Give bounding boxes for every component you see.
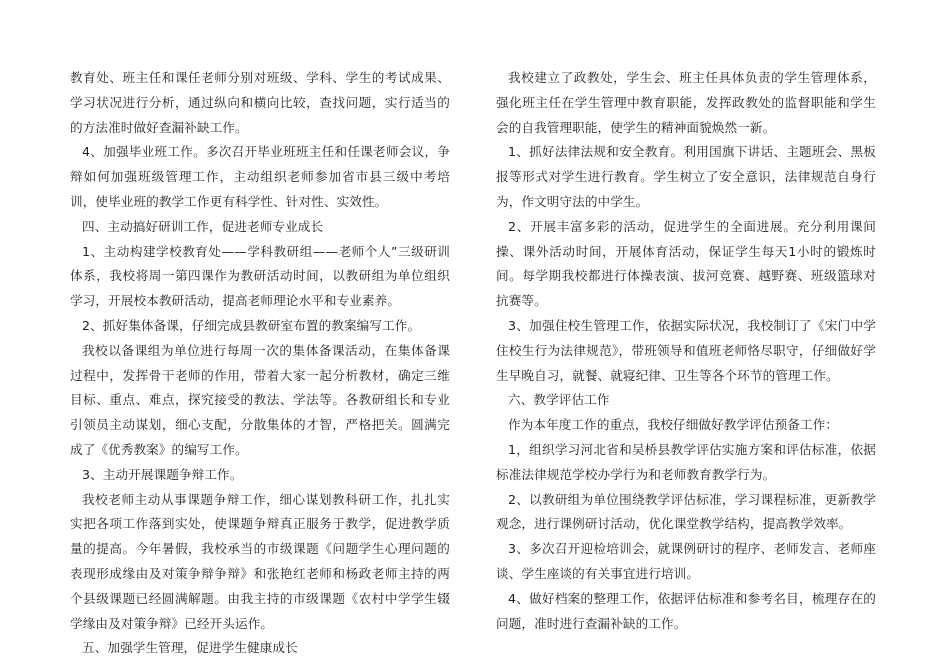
paragraph: 2、开展丰富多彩的活动，促进学生的全面进展。充分利用课间操、课外活动时间，开展体育活动，保证学生每天1小时的锻炼时间。每学期我校都进行体操表演、拔河竞赛、越野赛、班级篮球对抗赛等。 — [496, 218, 876, 309]
paragraph: 3、主动开展课题争辩工作。 — [82, 466, 243, 482]
section-heading: 六、教学评估工作 — [508, 392, 610, 408]
paragraph: 3、加强住校生管理工作，依据实际状况，我校制订了《宋门中学住校生行为法律规范》，带班领导和值班老师恪尽职守，仔细做好学生早晚自习，就餐、就寝纪律、卫生等各个环节的管理工作。 — [496, 317, 876, 383]
left-column — [70, 66, 450, 661]
paragraph: 1、抓好法律法规和安全教育。利用国旗下讲话、主题班会、黑板报等形式对学生进行教育。学生树立了安全意识，法律规范自身行为，作文明守法的中学生。 — [496, 144, 876, 209]
paragraph: 2、抓好集体备课，仔细完成县教研室布置的教案编写工作。 — [82, 317, 421, 333]
paragraph: 2、以教研组为单位围绕教学评估标准，学习课程标准，更新教学观念，进行课例研讨活动，优化课堂教学结构，提高教学效率。 — [496, 491, 876, 532]
paragraph: 我校以备课组为单位进行每周一次的集体备课活动，在集体备课过程中，发挥骨干老师的作用，带着大家一起分析教材，确定三维目标、重点、难点，探究接受的教法、学法等。各教研组长和专业引领员主动谋划，细心支配，分散集体的才智，严格把关。圆满完成了《优秀教案》的编写工作。 — [70, 342, 450, 457]
paragraph: 1，组织学习河北省和吴桥县教学评估实施方案和评估标准，依据标准法律规范学校办学行为和老师教育教学行为。 — [496, 441, 876, 482]
paragraph: 我校建立了政教处，学生会、班主任具体负责的学生管理体系，强化班主任在学生管理中教育职能，发挥政教处的监督职能和学生会的自我管理职能，使学生的精神面貌焕然一新。 — [496, 70, 876, 135]
paragraph: 1、主动构建学校教育处——学科教研组——老师个人”三级研训体系，我校将周一第四课作为教研活动时间，以教研组为单位组织学习，开展校本教研活动，提高老师理论水平和专业素养。 — [70, 243, 450, 309]
paragraph: 作为本年度工作的重点，我校仔细做好教学评估预备工作： — [508, 417, 839, 433]
right-column — [496, 66, 876, 636]
section-heading: 五、加强学生管理，促进学生健康成长 — [82, 640, 298, 656]
paragraph: 4、做好档案的整理工作，依据评估标准和参考名目，梳理存在的问题，准时进行查漏补缺的工作。 — [496, 590, 876, 631]
paragraph: 4、加强毕业班工作。多次召开毕业班班主任和任课老师会议，争辩如何加强班级管理工作，主动组织老师参加省市县三级中考培训，使毕业班的教学工作更有科学性、针对性、实效性。 — [70, 144, 450, 209]
paragraph: 教育处、班主任和课任老师分别对班级、学科、学生的考试成果、学习状况进行分析，通过纵向和横向比较，查找问题，实行适当的的方法准时做好查漏补缺工作。 — [70, 70, 450, 135]
section-heading: 四、主动搞好研训工作，促进老师专业成长 — [82, 218, 324, 234]
paragraph: 3、多次召开迎检培训会，就课例研讨的程序、老师发言、老师座谈、学生座谈的有关事宜进行培训。 — [496, 541, 876, 581]
paragraph: 我校老师主动从事课题争辩工作，细心谋划教科研工作，扎扎实实把各项工作落到实处，使课题争辩真正服务于教学，促进教学质量的提高。今年暑假，我校承当的市级课题《问题学生心理问题的表现形成缘由及对策争辩争辩》和张艳红老师和杨政老师主持的两个县级课题已经圆满解题。由我主持的市级课题《农村中学学生辍学缘由及对策争辩》已经开头运作。 — [70, 491, 450, 631]
